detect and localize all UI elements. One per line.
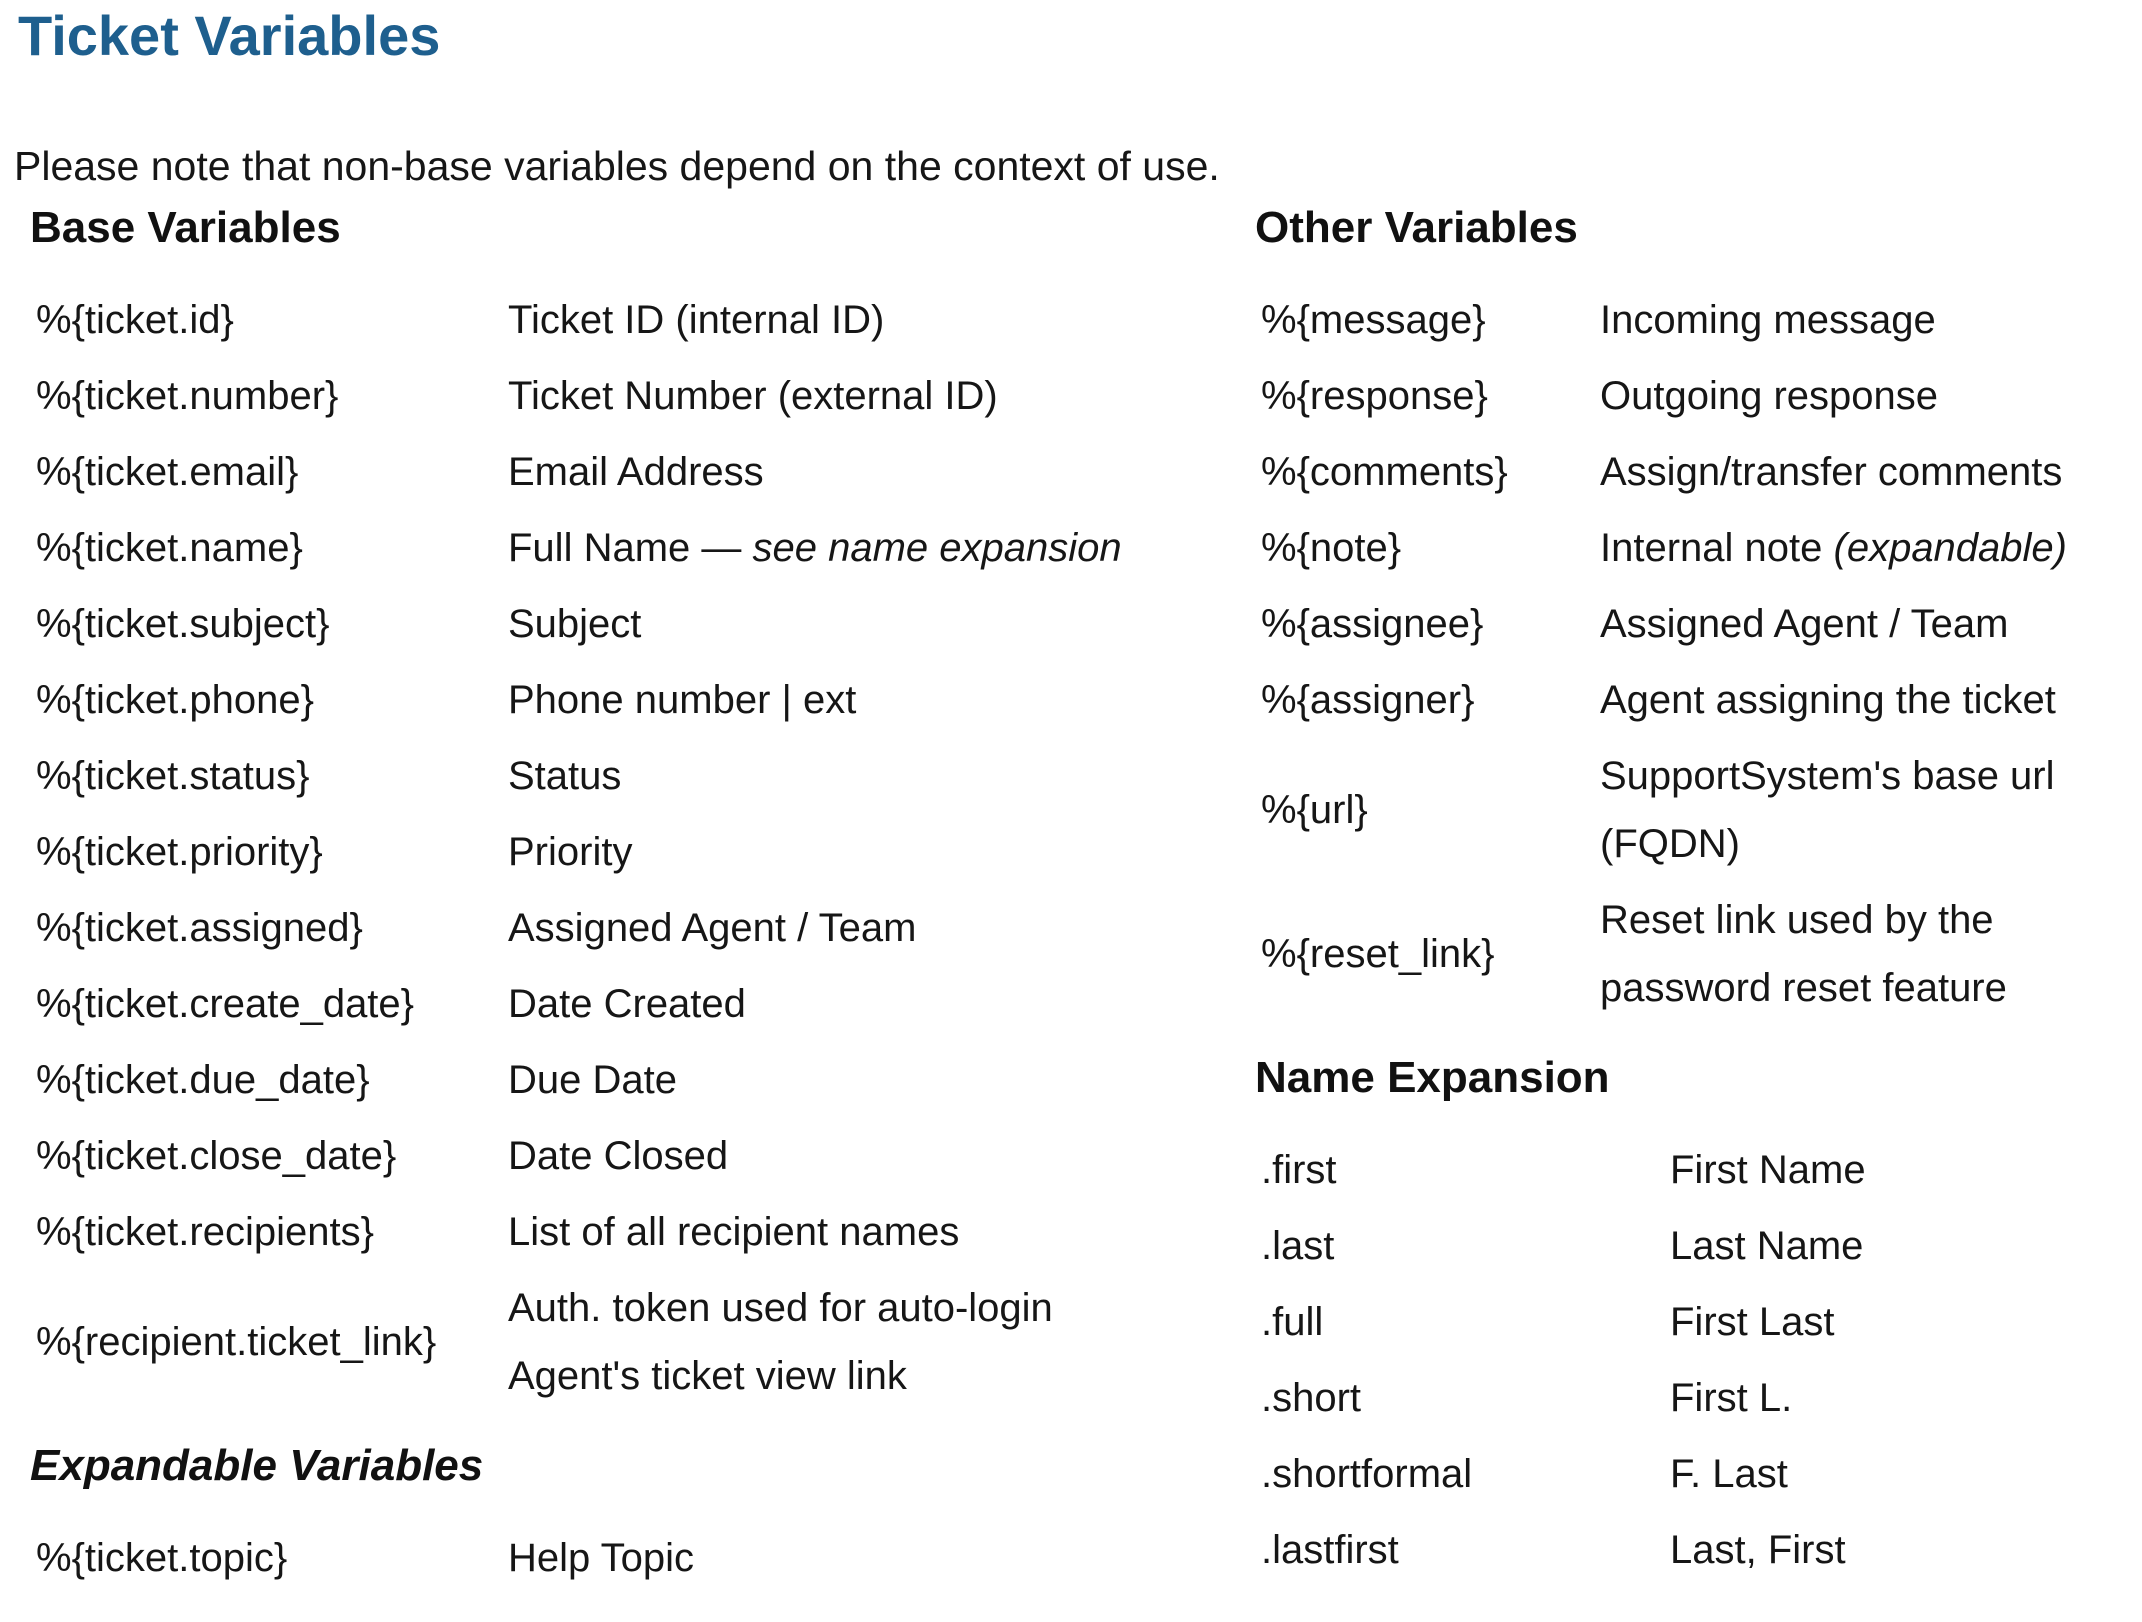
description-line (1600, 810, 2067, 878)
description-text: Auth. token used for auto-login (508, 1286, 1053, 1330)
description-text: Ticket ID (internal ID) (508, 298, 885, 342)
section-heading: Other Variables (1255, 203, 1578, 252)
table-row (1255, 662, 2067, 738)
description-line (1600, 362, 2067, 430)
variable-cell: .last (1261, 1224, 1335, 1268)
description-line (508, 362, 1122, 430)
description-cell (508, 662, 1122, 738)
intro-note: Please note that non-base variables depend on the context of use. (14, 143, 1220, 189)
table-row (30, 1194, 1122, 1270)
table-row (30, 662, 1122, 738)
table-row (1255, 358, 2067, 434)
description-line (1670, 1136, 1866, 1204)
description-cell (508, 738, 1122, 814)
description-text: Agent's ticket view link (508, 1354, 907, 1398)
variable-cell: %{ticket.name} (36, 526, 303, 570)
description-text: Due Date (508, 1058, 677, 1102)
description-cell (508, 358, 1122, 434)
description-line (1670, 1440, 1866, 1508)
section-heading: Name Expansion (1255, 1053, 1610, 1102)
variable-cell: %{ticket.priority} (36, 830, 323, 874)
description-line (508, 970, 1122, 1038)
description-text: (FQDN) (1600, 822, 1740, 866)
description-text: Date Closed (508, 1134, 729, 1178)
description-cell (508, 966, 1122, 1042)
description-text: First Last (1670, 1300, 1835, 1344)
description-cell (1670, 1284, 1866, 1360)
description-line (508, 1524, 694, 1592)
description-cell (508, 890, 1122, 966)
variable-cell: .first (1261, 1148, 1337, 1192)
description-cell (1600, 882, 2067, 1026)
table-row (30, 358, 1122, 434)
description-line (508, 514, 1122, 582)
variable-cell: .short (1261, 1376, 1362, 1420)
description-cell (1600, 282, 2067, 358)
left-column (30, 202, 1230, 1622)
description-cell (508, 282, 1122, 358)
table-row (1255, 1208, 1866, 1284)
description-cell (508, 510, 1122, 586)
description-text: Date Created (508, 982, 746, 1026)
variable-cell: %{assigner} (1261, 678, 1475, 722)
variable-cell: .shortformal (1261, 1452, 1473, 1496)
description-text: List of all recipient names (508, 1210, 960, 1254)
table-row (30, 1520, 694, 1596)
description-cell (508, 1520, 694, 1596)
description-line (1600, 742, 2067, 810)
description-line (508, 438, 1122, 506)
description-line (1600, 286, 2067, 354)
table-row (30, 966, 1122, 1042)
description-text: Assigned Agent / Team (508, 906, 917, 950)
table-row (1255, 1360, 1866, 1436)
description-cell (508, 1270, 1122, 1414)
table-row (1255, 882, 2067, 1026)
description-line (508, 1198, 1122, 1266)
table-row (1255, 1284, 1866, 1360)
table-row (1255, 738, 2067, 882)
table-row (1255, 1132, 1866, 1208)
description-cell (1600, 738, 2067, 882)
description-cell (508, 814, 1122, 890)
description-text: F. Last (1670, 1452, 1788, 1496)
description-text: see name expansion (752, 526, 1122, 570)
description-text: Assign/transfer comments (1600, 450, 2063, 494)
description-cell (508, 1042, 1122, 1118)
description-cell (1670, 1436, 1866, 1512)
description-text: Outgoing response (1600, 374, 1939, 418)
variable-cell: %{ticket.subject} (36, 602, 330, 646)
variable-cell: %{ticket.recipients} (36, 1210, 374, 1254)
description-text: Assigned Agent / Team (1600, 602, 2009, 646)
variable-cell: %{reset_link} (1261, 932, 1495, 976)
description-line (1600, 954, 2067, 1022)
variable-cell: %{ticket.phone} (36, 678, 314, 722)
description-cell (1600, 662, 2067, 738)
description-text: First L. (1670, 1376, 1793, 1420)
description-text: SupportSystem's base url (1600, 754, 2055, 798)
variable-cell: %{ticket.email} (36, 450, 299, 494)
description-cell (1670, 1512, 1866, 1588)
description-cell (508, 1118, 1122, 1194)
description-cell (508, 586, 1122, 662)
description-text: Ticket Number (external ID) (508, 374, 998, 418)
variable-cell: %{ticket.status} (36, 754, 310, 798)
variable-cell: %{message} (1261, 298, 1486, 342)
description-line (508, 666, 1122, 734)
table-row (1255, 282, 2067, 358)
description-line (1600, 666, 2067, 734)
description-text: password reset feature (1600, 966, 2007, 1010)
description-text: Internal note (1600, 526, 1834, 570)
description-line (508, 818, 1122, 886)
table-row (30, 282, 1122, 358)
description-line (1600, 514, 2067, 582)
description-text: Help Topic (508, 1536, 695, 1580)
table-row (30, 814, 1122, 890)
section-heading: Base Variables (30, 203, 341, 252)
description-text: Last, First (1670, 1528, 1846, 1572)
page-title: Ticket Variables (18, 4, 441, 67)
table-row (30, 1270, 1122, 1414)
table-row (1255, 510, 2067, 586)
description-cell (508, 1194, 1122, 1270)
section-heading: Expandable Variables (30, 1441, 484, 1490)
variable-cell: %{ticket.number} (36, 374, 339, 418)
description-cell (1600, 586, 2067, 662)
description-text: Status (508, 754, 622, 798)
description-cell (1670, 1208, 1866, 1284)
variable-cell: %{response} (1261, 374, 1488, 418)
variable-cell: %{url} (1261, 788, 1368, 832)
description-line (1670, 1364, 1866, 1432)
description-text: Email Address (508, 450, 764, 494)
variable-cell: %{ticket.due_date} (36, 1058, 370, 1102)
variable-cell: %{comments} (1261, 450, 1508, 494)
variable-cell: .lastfirst (1261, 1528, 1399, 1572)
table-row (30, 738, 1122, 814)
variables-table (30, 282, 1122, 1414)
description-text: (expandable) (1833, 526, 2067, 570)
description-text: Phone number | ext (508, 678, 857, 722)
description-text: Incoming message (1600, 298, 1936, 342)
variable-cell: %{ticket.close_date} (36, 1134, 397, 1178)
variable-cell: %{note} (1261, 526, 1402, 570)
description-text: Subject (508, 602, 642, 646)
variable-cell: %{ticket.create_date} (36, 982, 415, 1026)
description-text: Last Name (1670, 1224, 1864, 1268)
description-line (1670, 1212, 1866, 1280)
table-row (30, 586, 1122, 662)
variables-table (1255, 1132, 1866, 1588)
description-cell (1600, 434, 2067, 510)
table-row (1255, 434, 2067, 510)
variables-table (1255, 282, 2067, 1026)
variable-cell: .full (1261, 1300, 1324, 1344)
table-row (1255, 1512, 1866, 1588)
description-line (508, 742, 1122, 810)
description-cell (508, 434, 1122, 510)
description-text: Priority (508, 830, 633, 874)
table-row (30, 1042, 1122, 1118)
documentation-page (0, 4, 2142, 1580)
table-row (1255, 586, 2067, 662)
table-row (30, 434, 1122, 510)
description-line (508, 894, 1122, 962)
description-line (508, 1342, 1122, 1410)
description-cell (1600, 510, 2067, 586)
variable-cell: %{assignee} (1261, 602, 1484, 646)
description-line (1670, 1516, 1866, 1584)
description-line (508, 590, 1122, 658)
description-line (1600, 438, 2067, 506)
description-cell (1670, 1360, 1866, 1436)
table-row (30, 890, 1122, 966)
description-line (508, 1274, 1122, 1342)
description-line (508, 1122, 1122, 1190)
description-line (1670, 1288, 1866, 1356)
description-line (1600, 590, 2067, 658)
description-cell (1600, 358, 2067, 434)
table-row (1255, 1436, 1866, 1512)
variable-cell: %{recipient.ticket_link} (36, 1320, 437, 1364)
description-cell (1670, 1132, 1866, 1208)
description-text: First Name (1670, 1148, 1866, 1192)
description-text: Reset link used by the (1600, 898, 1994, 942)
description-text: Agent assigning the ticket (1600, 678, 2056, 722)
description-line (508, 1046, 1122, 1114)
variables-table (30, 1520, 694, 1596)
description-line (1600, 886, 2067, 954)
table-row (30, 510, 1122, 586)
variable-cell: %{ticket.assigned} (36, 906, 363, 950)
right-column (1255, 202, 2142, 1614)
table-row (30, 1118, 1122, 1194)
description-text: Full Name — (508, 526, 753, 570)
variable-cell: %{ticket.topic} (36, 1536, 288, 1580)
description-line (508, 286, 1122, 354)
variable-cell: %{ticket.id} (36, 298, 234, 342)
